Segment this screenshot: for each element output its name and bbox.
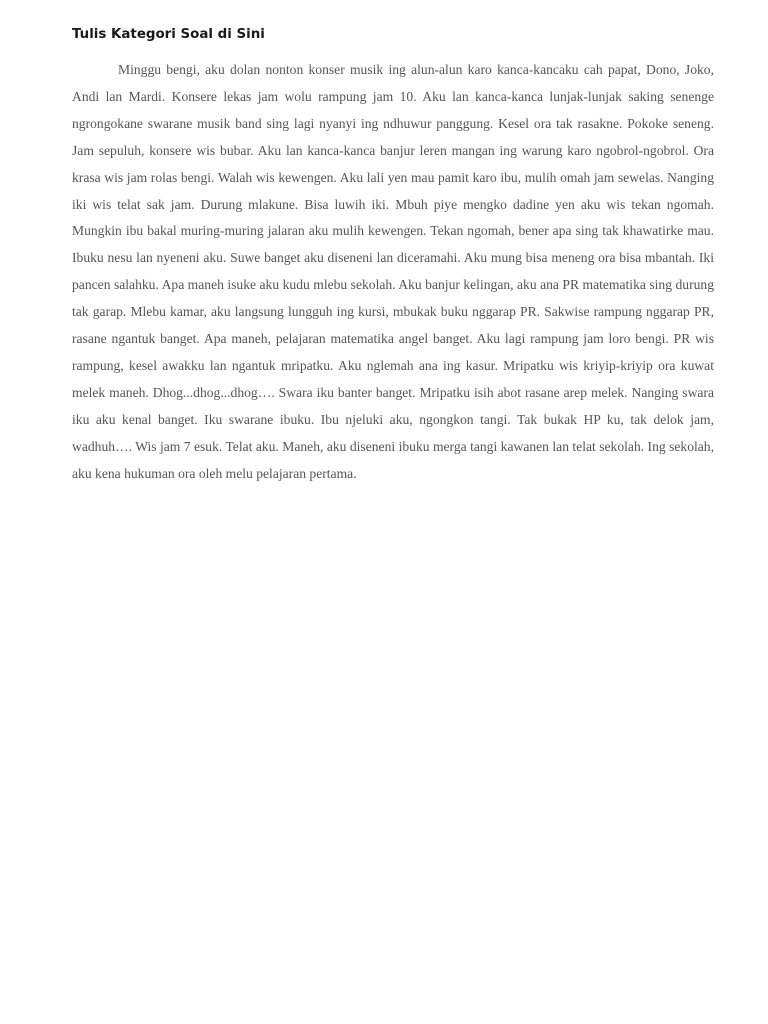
story-paragraph: Minggu bengi, aku dolan nonton konser musik ing alun-alun karo kanca-kancaku cah papat, Dono, Joko, Andi lan Mardi. Konsere lekas jam wolu rampung jam 10. Aku lan kanca-kanca lunjak-lunjak saking senenge ngrongokane swarane musik band sing lagi nyanyi ing ndhuwur panggung. Kesel ora tak rasakne. Pokoke seneng. Jam sepuluh, konsere wis bubar. Aku lan kanca-kanca banjur leren mangan ing warung karo ngobrol-ngobrol. Ora krasa wis jam rolas bengi. Walah wis kewengen. Aku lali yen mau pamit karo ibu, mulih omah jam sewelas. Nanging iki wis telat sak jam. Durung mlakune. Bisa luwih iki. Mbuh piye mengko dadine yen aku wis tekan ngomah. Mungkin ibu bakal muring-muring jalaran aku mulih kewengen. Tekan ngomah, bener apa sing tak khawatirke mau. Ibuku nesu lan nyeneni aku. Suwe banget aku diseneni lan diceramahi. Aku mung bisa meneng ora bisa mbantah. Iki pancen salahku. Apa maneh isuke aku kudu mlebu sekolah. Aku banjur kelingan, aku ana PR matematika sing durung tak garap. Mlebu kamar, aku langsung lungguh ing kursi, mbukak buku nggarap PR. Sakwise rampung nggarap PR, rasane ngantuk banget. Apa maneh, pelajaran matematika angel banget. Aku lagi rampung jam loro bengi. PR wis rampung, kesel awakku lan ngantuk mripatku. Aku nglemah ana ing kasur. Mripatku wis kriyip-kriyip ora kuwat melek maneh. Dhog...dhog...dhog…. Swara iku banter banget. Mripatku isih abot rasane arep melek. Nanging swara iku aku kenal banget. Iku swarane ibuku. Ibu njeluki aku, ngongkon tangi. Tak bukak HP ku, tak delok jam, wadhuh…. Wis jam 7 esuk. Telat aku. Maneh, aku diseneni ibuku merga tangi kawanen lan telat sekolah. Ing sekolah, aku kena hukuman ora oleh melu pelajaran pertama. [72, 62, 714, 481]
page-title: Tulis Kategori Soal di Sini [72, 27, 265, 42]
